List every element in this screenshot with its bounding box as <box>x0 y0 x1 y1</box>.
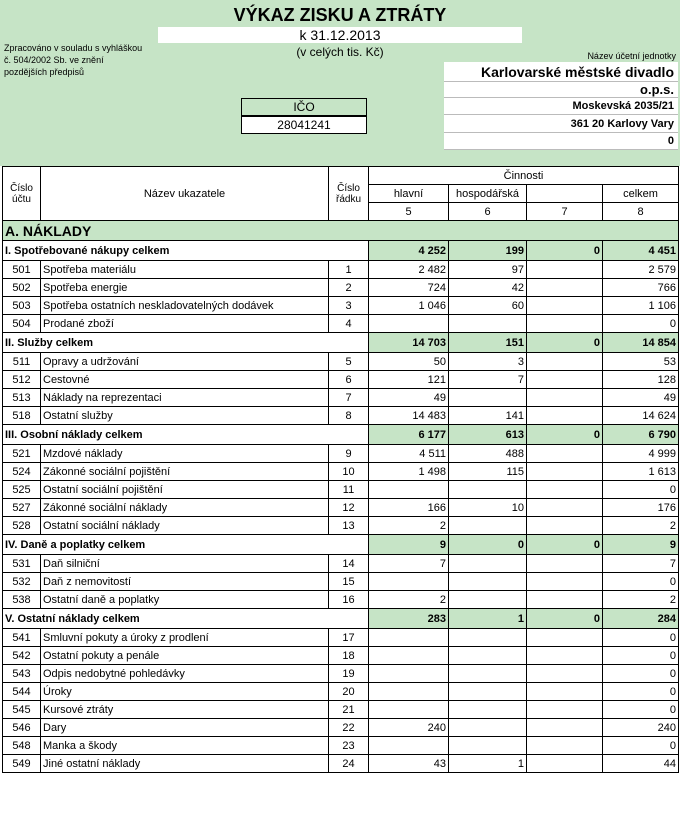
report-title: VÝKAZ ZISKU A ZTRÁTY <box>233 5 447 25</box>
value-col7 <box>527 353 603 371</box>
indicator-name: Spotřeba materiálu <box>41 261 329 279</box>
row-number: 3 <box>329 297 369 315</box>
value-col7: 0 <box>527 241 603 261</box>
value-total: 14 854 <box>603 333 679 353</box>
value-main: 4 511 <box>369 445 449 463</box>
table-row <box>3 407 679 425</box>
value-col7 <box>527 315 603 333</box>
value-economic: 1 <box>449 755 527 773</box>
table-row <box>3 371 679 389</box>
value-total: 2 <box>603 517 679 535</box>
value-economic: 115 <box>449 463 527 481</box>
group-label: V. Ostatní náklady celkem <box>3 609 369 629</box>
value-economic: 60 <box>449 297 527 315</box>
indicator-name: Spotřeba energie <box>41 279 329 297</box>
value-col7 <box>527 517 603 535</box>
value-total: 766 <box>603 279 679 297</box>
table-row <box>3 573 679 591</box>
value-col7 <box>527 701 603 719</box>
group-label: I. Spotřebované nákupy celkem <box>3 241 369 261</box>
account-number: 544 <box>3 683 41 701</box>
value-economic <box>449 629 527 647</box>
row-number: 2 <box>329 279 369 297</box>
value-economic <box>449 683 527 701</box>
account-number: 549 <box>3 755 41 773</box>
account-number: 504 <box>3 315 41 333</box>
value-col7: 0 <box>527 535 603 555</box>
indicator-name: Ostatní pokuty a penále <box>41 647 329 665</box>
ico-label: IČO <box>241 98 367 116</box>
table-row <box>3 297 679 315</box>
value-economic <box>449 737 527 755</box>
value-economic: 10 <box>449 499 527 517</box>
value-col7: 0 <box>527 333 603 353</box>
col-empty <box>527 185 603 203</box>
value-col7 <box>527 389 603 407</box>
table-row <box>3 261 679 279</box>
value-total: 0 <box>603 481 679 499</box>
row-number: 20 <box>329 683 369 701</box>
row-number: 15 <box>329 573 369 591</box>
value-economic <box>449 315 527 333</box>
value-col7 <box>527 371 603 389</box>
table-row <box>3 555 679 573</box>
value-col7 <box>527 445 603 463</box>
value-total: 4 999 <box>603 445 679 463</box>
indicator-name: Jiné ostatní náklady <box>41 755 329 773</box>
value-economic: 199 <box>449 241 527 261</box>
indicator-name: Náklady na reprezentaci <box>41 389 329 407</box>
entity-legal-form: o.p.s. <box>444 82 678 98</box>
col-number: 6 <box>449 203 527 221</box>
entity-code: 0 <box>444 133 678 150</box>
table-row <box>3 445 679 463</box>
value-main: 7 <box>369 555 449 573</box>
value-col7 <box>527 755 603 773</box>
col-total: celkem <box>603 185 679 203</box>
value-main <box>369 683 449 701</box>
value-total: 1 613 <box>603 463 679 481</box>
value-main: 6 177 <box>369 425 449 445</box>
value-total: 0 <box>603 665 679 683</box>
value-main <box>369 737 449 755</box>
value-economic: 488 <box>449 445 527 463</box>
row-number: 23 <box>329 737 369 755</box>
row-number: 17 <box>329 629 369 647</box>
indicator-name: Smluvní pokuty a úroky z prodlení <box>41 629 329 647</box>
report-units: (v celých tis. Kč) <box>296 45 384 59</box>
value-total: 176 <box>603 499 679 517</box>
account-number: 543 <box>3 665 41 683</box>
table-row <box>3 629 679 647</box>
value-total: 6 790 <box>603 425 679 445</box>
table-row <box>3 463 679 481</box>
account-number: 518 <box>3 407 41 425</box>
value-col7 <box>527 647 603 665</box>
account-number: 528 <box>3 517 41 535</box>
value-col7 <box>527 573 603 591</box>
value-economic: 3 <box>449 353 527 371</box>
row-number: 18 <box>329 647 369 665</box>
row-number: 19 <box>329 665 369 683</box>
value-main: 724 <box>369 279 449 297</box>
value-economic <box>449 481 527 499</box>
entity-city: 361 20 Karlovy Vary <box>444 115 678 133</box>
row-number: 1 <box>329 261 369 279</box>
value-col7 <box>527 407 603 425</box>
value-col7 <box>527 499 603 517</box>
account-number: 501 <box>3 261 41 279</box>
value-total: 0 <box>603 647 679 665</box>
account-number: 503 <box>3 297 41 315</box>
legal-note-line: č. 504/2002 Sb. ve znění <box>4 55 104 65</box>
value-total: 14 624 <box>603 407 679 425</box>
value-economic: 7 <box>449 371 527 389</box>
row-number: 22 <box>329 719 369 737</box>
col-number: 5 <box>369 203 449 221</box>
row-number: 13 <box>329 517 369 535</box>
value-main: 240 <box>369 719 449 737</box>
col-row-number: Číslo řádku <box>329 167 369 221</box>
value-main: 2 <box>369 517 449 535</box>
row-number: 11 <box>329 481 369 499</box>
row-number: 4 <box>329 315 369 333</box>
group-row <box>3 535 679 555</box>
value-main <box>369 647 449 665</box>
value-col7 <box>527 737 603 755</box>
value-economic: 1 <box>449 609 527 629</box>
report-date: k 31.12.2013 <box>158 27 522 43</box>
value-main: 166 <box>369 499 449 517</box>
row-number: 14 <box>329 555 369 573</box>
value-economic: 151 <box>449 333 527 353</box>
table-row <box>3 315 679 333</box>
value-economic: 97 <box>449 261 527 279</box>
row-number: 5 <box>329 353 369 371</box>
value-total: 44 <box>603 755 679 773</box>
value-col7 <box>527 481 603 499</box>
row-number: 12 <box>329 499 369 517</box>
account-number: 521 <box>3 445 41 463</box>
value-col7 <box>527 463 603 481</box>
value-main: 50 <box>369 353 449 371</box>
col-number: 7 <box>527 203 603 221</box>
account-number: 502 <box>3 279 41 297</box>
account-number: 548 <box>3 737 41 755</box>
table-row <box>3 517 679 535</box>
value-col7: 0 <box>527 425 603 445</box>
table-row <box>3 389 679 407</box>
value-total: 0 <box>603 573 679 591</box>
account-number: 531 <box>3 555 41 573</box>
table-row <box>3 353 679 371</box>
value-main <box>369 573 449 591</box>
col-main: hlavní <box>369 185 449 203</box>
value-economic <box>449 701 527 719</box>
value-main: 14 703 <box>369 333 449 353</box>
value-economic: 42 <box>449 279 527 297</box>
legal-note <box>4 42 142 78</box>
indicator-name: Ostatní sociální náklady <box>41 517 329 535</box>
value-total: 2 <box>603 591 679 609</box>
value-economic <box>449 665 527 683</box>
row-number: 6 <box>329 371 369 389</box>
value-main: 9 <box>369 535 449 555</box>
value-total: 0 <box>603 737 679 755</box>
account-number: 512 <box>3 371 41 389</box>
value-economic <box>449 591 527 609</box>
table-row <box>3 683 679 701</box>
value-economic <box>449 573 527 591</box>
row-number: 9 <box>329 445 369 463</box>
section-title: A. NÁKLADY <box>3 221 679 241</box>
indicator-name: Kursové ztráty <box>41 701 329 719</box>
value-main: 49 <box>369 389 449 407</box>
value-main: 2 482 <box>369 261 449 279</box>
table-row <box>3 279 679 297</box>
value-main: 43 <box>369 755 449 773</box>
cost-table <box>2 166 679 773</box>
table-row <box>3 647 679 665</box>
value-col7 <box>527 629 603 647</box>
value-main <box>369 701 449 719</box>
legal-note-line: pozdějších předpisů <box>4 67 85 77</box>
group-row <box>3 425 679 445</box>
account-number: 542 <box>3 647 41 665</box>
value-col7 <box>527 279 603 297</box>
value-total: 240 <box>603 719 679 737</box>
indicator-name: Zákonné sociální náklady <box>41 499 329 517</box>
value-col7 <box>527 261 603 279</box>
indicator-name: Odpis nedobytné pohledávky <box>41 665 329 683</box>
indicator-name: Mzdové náklady <box>41 445 329 463</box>
value-total: 128 <box>603 371 679 389</box>
value-total: 0 <box>603 315 679 333</box>
entity-name: Karlovarské městské divadlo <box>444 62 678 82</box>
value-economic: 141 <box>449 407 527 425</box>
value-col7 <box>527 683 603 701</box>
table-row <box>3 755 679 773</box>
row-number: 7 <box>329 389 369 407</box>
table-row <box>3 481 679 499</box>
value-main <box>369 665 449 683</box>
value-economic <box>449 647 527 665</box>
indicator-name: Ostatní služby <box>41 407 329 425</box>
legal-note-line: Zpracováno v souladu s vyhláškou <box>4 43 143 53</box>
col-account-number: Číslo účtu <box>3 167 41 221</box>
value-main: 1 046 <box>369 297 449 315</box>
indicator-name: Cestovné <box>41 371 329 389</box>
indicator-name: Prodané zboží <box>41 315 329 333</box>
value-col7 <box>527 719 603 737</box>
value-main: 4 252 <box>369 241 449 261</box>
value-total: 0 <box>603 701 679 719</box>
value-main: 14 483 <box>369 407 449 425</box>
row-number: 16 <box>329 591 369 609</box>
group-label: IV. Daně a poplatky celkem <box>3 535 369 555</box>
account-number: 546 <box>3 719 41 737</box>
value-total: 53 <box>603 353 679 371</box>
indicator-name: Úroky <box>41 683 329 701</box>
value-economic: 0 <box>449 535 527 555</box>
account-number: 538 <box>3 591 41 609</box>
value-total: 284 <box>603 609 679 629</box>
indicator-name: Dary <box>41 719 329 737</box>
col-economic: hospodářská <box>449 185 527 203</box>
value-main: 1 498 <box>369 463 449 481</box>
entity-label: Název účetní jednotky <box>587 51 676 61</box>
value-main: 283 <box>369 609 449 629</box>
indicator-name: Zákonné sociální pojištění <box>41 463 329 481</box>
value-economic <box>449 719 527 737</box>
value-economic <box>449 555 527 573</box>
value-total: 0 <box>603 683 679 701</box>
group-row <box>3 333 679 353</box>
value-main <box>369 481 449 499</box>
account-number: 545 <box>3 701 41 719</box>
value-col7 <box>527 555 603 573</box>
account-number: 532 <box>3 573 41 591</box>
account-number: 511 <box>3 353 41 371</box>
group-row <box>3 609 679 629</box>
indicator-name: Daň silniční <box>41 555 329 573</box>
value-total: 49 <box>603 389 679 407</box>
group-label: III. Osobní náklady celkem <box>3 425 369 445</box>
value-total: 1 106 <box>603 297 679 315</box>
table-row <box>3 701 679 719</box>
ico-value: 28041241 <box>241 116 367 134</box>
group-row <box>3 241 679 261</box>
value-economic <box>449 517 527 535</box>
indicator-name: Ostatní daně a poplatky <box>41 591 329 609</box>
row-number: 8 <box>329 407 369 425</box>
row-number: 21 <box>329 701 369 719</box>
table-row <box>3 499 679 517</box>
indicator-name: Spotřeba ostatních neskladovatelných dodávek <box>41 297 329 315</box>
indicator-name: Ostatní sociální pojištění <box>41 481 329 499</box>
row-number: 24 <box>329 755 369 773</box>
value-col7 <box>527 665 603 683</box>
group-label: II. Služby celkem <box>3 333 369 353</box>
account-number: 527 <box>3 499 41 517</box>
report-header <box>0 0 680 166</box>
value-total: 9 <box>603 535 679 555</box>
account-number: 525 <box>3 481 41 499</box>
indicator-name: Daň z nemovitostí <box>41 573 329 591</box>
value-col7: 0 <box>527 609 603 629</box>
indicator-name: Opravy a udržování <box>41 353 329 371</box>
value-main: 2 <box>369 591 449 609</box>
value-col7 <box>527 297 603 315</box>
value-main: 121 <box>369 371 449 389</box>
table-row <box>3 737 679 755</box>
value-total: 4 451 <box>603 241 679 261</box>
account-number: 541 <box>3 629 41 647</box>
value-total: 0 <box>603 629 679 647</box>
value-main <box>369 629 449 647</box>
entity-street: Moskevská 2035/21 <box>444 98 678 115</box>
value-main <box>369 315 449 333</box>
indicator-name: Manka a škody <box>41 737 329 755</box>
value-total: 2 579 <box>603 261 679 279</box>
value-economic: 613 <box>449 425 527 445</box>
value-col7 <box>527 591 603 609</box>
account-number: 524 <box>3 463 41 481</box>
row-number: 10 <box>329 463 369 481</box>
table-row <box>3 665 679 683</box>
col-indicator-name: Název ukazatele <box>41 167 329 221</box>
table-row <box>3 591 679 609</box>
table-row <box>3 719 679 737</box>
value-economic <box>449 389 527 407</box>
col-activities: Činnosti <box>369 167 679 185</box>
account-number: 513 <box>3 389 41 407</box>
col-number: 8 <box>603 203 679 221</box>
value-total: 7 <box>603 555 679 573</box>
